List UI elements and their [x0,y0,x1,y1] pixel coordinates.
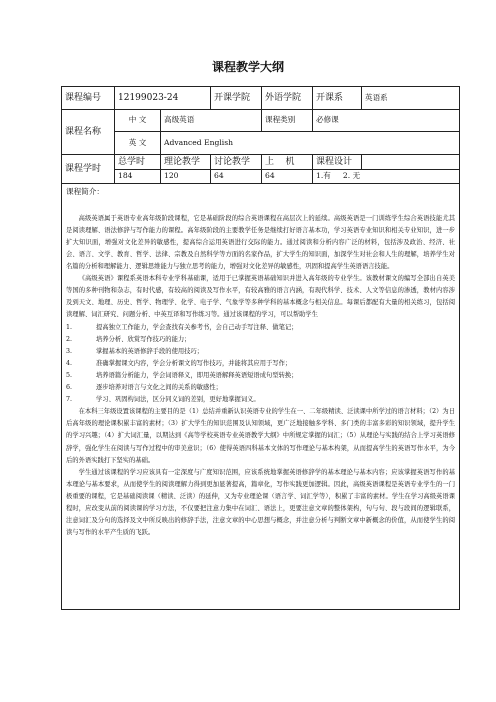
intro-paragraph: 在本科三年级设置该课程的主要目的是（1）总结并重新认识英语专业的学生在一、二年级精读、泛读课中所学过的语言材料；（2）为日后高年级的理论课积累丰富的素材；（3）扩大学生的知识范围及认知领域，更广泛地接触多学科、多门类的丰富多彩的知识领域，提升学生的学习兴趣；（4）扩大词汇量，以期达到《高等学校英语专业英语教学大纲》中所规定掌握的词汇；（5）从理论与实践的结合上学习英语修辞学，强化学生在阅读与写作过程中的审美意识；（6）使得英语四科基本文体的写作理论与基本构架，从而提高学生的英语写作水平，为今后的外语实践打下坚实的基础。 [66,408,455,464]
objective-list [66,322,455,407]
list-item: 1. 提高独立工作能力，学会查找有关参考书，会自己动手写注释、做笔记； [66,323,298,331]
english-label: 英 文 [115,132,161,155]
table-row [62,170,460,184]
page-title: 课程教学大纲 [211,60,284,74]
list-item: 6. 逐步培养对语言与文化之间的关系的敏感性； [66,384,222,392]
discussion-hours-value: 64 [211,170,262,184]
list-item: 5. 培养语篇分析能力，学会词语释义，即用英语解释英语短语成句型转换； [66,371,298,379]
english-name-value: Advanced English [161,132,460,155]
list-item: 3. 掌握基本的英语修辞手段的使用技巧； [66,347,204,355]
total-hours-label: 总学时 [115,155,161,170]
course-code-value: 12199023-24 [115,87,211,110]
course-name-label: 课程名称 [62,110,115,155]
table-row [62,110,460,132]
college-value: 外语学院 [262,87,313,110]
department-label: 开课系 [313,87,362,110]
list-item: 2. 培养分析、欣赏写作技巧的能力； [66,335,191,343]
table-row [62,132,460,155]
computer-hours-value: 64 [262,170,313,184]
category-value: 必修课 [313,110,460,132]
chinese-label: 中 文 [115,110,161,132]
table-row [62,155,460,170]
course-code-label: 课程编号 [62,87,115,110]
syllabus-table [61,86,460,610]
list-item: 7. 学习、巩固构词法，区分同义词的差别，更好地掌握词义。 [66,396,260,404]
computer-label: 上 机 [262,155,313,170]
discussion-label: 讨论教学 [211,155,262,170]
intro-body [66,213,455,540]
hours-label: 课程学时 [62,155,115,184]
design-label: 课程设计 [313,155,362,170]
theory-hours-value: 120 [161,170,211,184]
blank-cell [362,155,460,170]
table-row [62,184,460,610]
theory-label: 理论教学 [161,155,211,170]
chinese-name-value: 高级英语 [161,110,262,132]
intro-heading: 课程简介： [66,187,104,196]
category-label: 课程类别 [262,110,313,132]
total-hours-value: 184 [115,170,161,184]
list-item: 4. 准确掌握课文内容，学会分析课文的写作技巧，并能将其应用于写作； [66,359,292,367]
table-row [62,87,460,110]
design-value: 1.有 2. 无 [313,170,460,184]
intro-paragraph: 学生通过该课程的学习应该具有一定深度与广度知识范围，应该系统地掌握英语修辞学的基本理论与基本内容；应该掌握英语写作的基本理论与基本要求，从而使学生的阅读理解力得到更加显著提高，篇章化，写作实践更加逻辑。因此，高级英语课程是英语专业学生的一门极重要的课程，它是基础阅读课（精读、泛读）的延伸，又为专业理论课（语言学、词汇学等），积累了丰富的素材。学生在学习高级英语课程时，应改变从前的阅读课的学习方法，不仅要把注意力集中在词汇、语法上，更要注意文章的整体架构，句与句、段与段间的逻辑联系，注意词汇及分句的选择及文中所反映出的修辞手法，注意文章的中心思想与概念，并注意分析与判断文章中新概念的价值，从而使学生的阅读与写作的水平产生质的飞跃。 [66,468,455,537]
intro-paragraph: 高级英语属于英语专业高年级阶段课程，它是基础阶段的综合英语课程在高层次上的延续。高级英语是一门训练学生综合英语技能尤其是阅读理解、语法修辞与写作能力的课程。高年级阶段的主要教学任务是继续打好语言基本功，学习英语专业知识和相关专业知识，进一步扩大知识面，增强对文化差异的敏感性，提高综合运用英语进行交际的能力。通过阅读和分析内容广泛的材料，包括涉及政治、经济、社会、语言、文学、教育、哲学、法律、宗教及自然科学等方面的名家作品，扩大学生的知识面，加深学生对社会和人生的理解，培养学生对名篇的分析和理解能力、逻辑思维能力与独立思考的能力，增强对文化差异的敏感性，巩固和提高学生英语语言技能。 [66,214,455,271]
college-label: 开课学院 [211,87,262,110]
intro-paragraph: 《高级英语》课程系英语本科专业学科基础课，适用于已掌握英语基础知识并进入高年级的专业学生。该教材课文的编写全部出自英美等国的多种刊物和杂志，有时代感，有较高的阅读及写作水平，有较高雅的语言内涵，有现代科学、技术、人文等信息的渗透，教材内容涉及到天文、地理、历史、哲学、物理学、化学、电子学、气象学等多种学科的基本概念与相关信息。每课后都配有大量的相关练习，包括阅读理解、词汇研究、问题分析、中英互译和写作练习等。通过该课程的学习，可以帮助学生 [66,275,455,319]
course-intro [62,184,460,610]
department-value: 英语系 [362,87,460,110]
